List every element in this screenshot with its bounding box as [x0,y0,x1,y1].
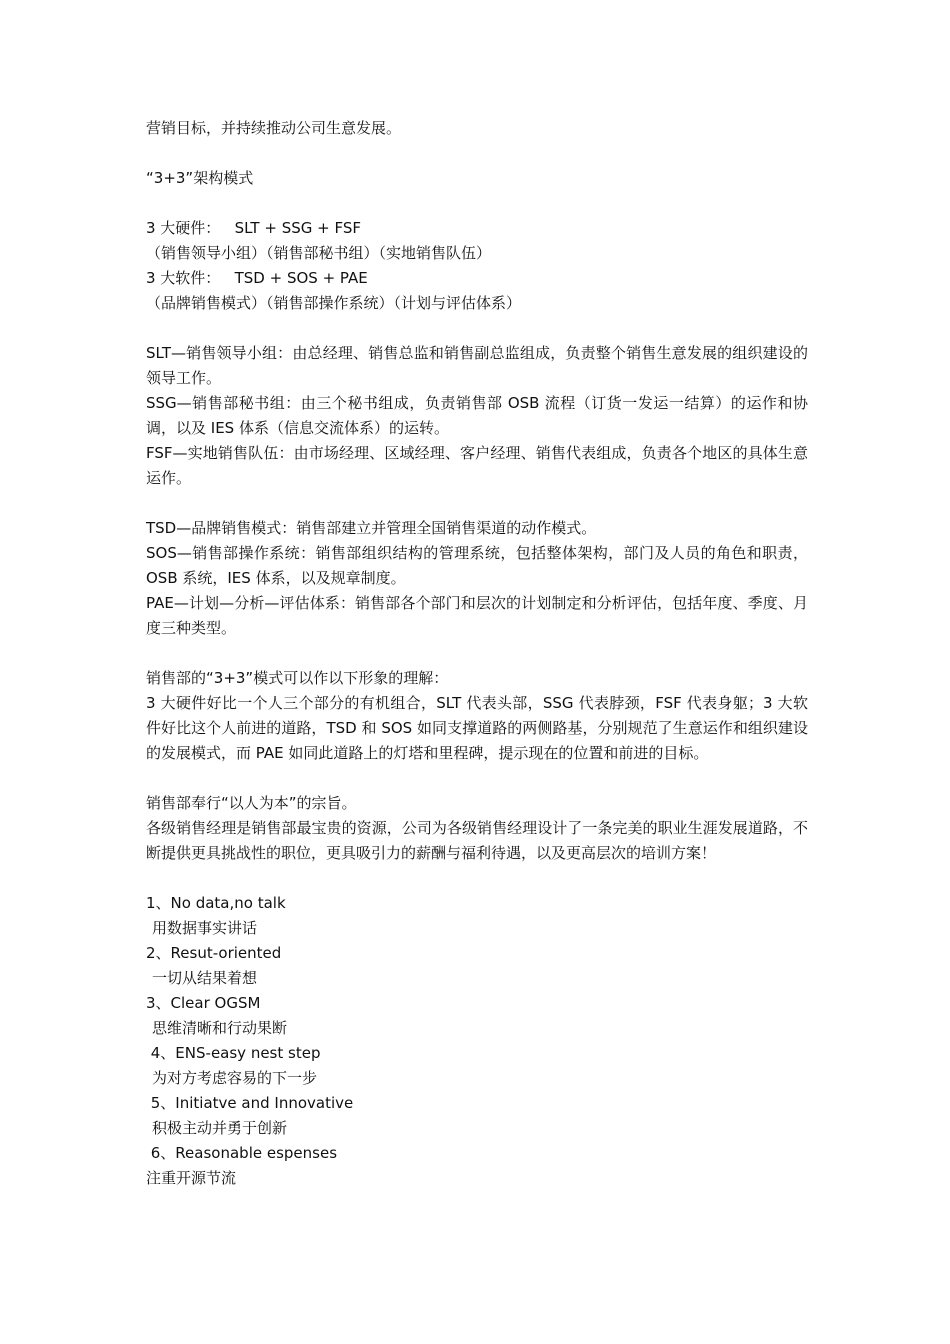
paragraph-managers: 各级销售经理是销售部最宝贵的资源，公司为各级销售经理设计了一条完美的职业生涯发展道路，不断提供更具挑战性的职位，更具吸引力的薪酬与福利待遇，以及更高层次的培训方案！ [146,819,808,862]
list-item-desc: 一切从结果着想 [152,969,258,987]
list-item-title: 1、No data,no talk [146,894,286,912]
values-list [146,891,808,1191]
spacer [146,866,808,891]
spacer [146,641,808,666]
spacer [146,766,808,791]
principle-line: 销售部奉行“以人为本”的宗旨。 [146,794,357,812]
list-item-title: 3、Clear OGSM [146,994,261,1012]
list-item-title: 4、ENS-easy nest step [146,1044,321,1062]
list-item-title: 2、Resut-oriented [146,944,282,962]
spacer [146,141,808,166]
paragraph-sos: SOS—销售部操作系统：销售部组织结构的管理系统，包括整体架构，部门及人员的角色和职责，OSB 系统，IES 体系，以及规章制度。 [146,544,808,587]
list-item-title: 6、Reasonable espenses [146,1144,338,1162]
software-line: 3 大软件： TSD + SOS + PAE [146,269,368,287]
list-item-title: 5、Initiatve and Innovative [146,1094,354,1112]
text-line: 营销目标，并持续推动公司生意发展。 [146,119,402,137]
list-item-desc: 注重开源节流 [146,1169,237,1187]
paragraph-pae: PAE—计划—分析—评估体系：销售部各个部门和层次的计划制定和分析评估，包括年度、季度、月度三种类型。 [146,594,808,637]
spacer [146,316,808,341]
paragraph-ssg: SSG—销售部秘书组：由三个秘书组成，负责销售部 OSB 流程（订货一发运一结算）的运作和协调，以及 IES 体系（信息交流体系）的运转。 [146,394,808,437]
paragraph-slt: SLT—销售领导小组：由总经理、销售总监和销售副总监组成，负责整个销售生意发展的组织建设的领导工作。 [146,344,808,387]
paragraph-tsd: TSD—品牌销售模式：销售部建立并管理全国销售渠道的动作模式。 [146,519,597,537]
spacer [146,491,808,516]
page-body [146,116,808,1191]
paragraph-fsf: FSF—实地销售队伍：由市场经理、区域经理、客户经理、销售代表组成，负责各个地区的具体生意运作。 [146,444,808,487]
software-desc-line: （品牌销售模式）（销售部操作系统）（计划与评估体系） [146,294,522,312]
list-item-desc: 用数据事实讲话 [152,919,258,937]
list-item-desc: 为对方考虑容易的下一步 [152,1069,318,1087]
hardware-line: 3 大硬件： SLT + SSG + FSF [146,219,361,237]
hardware-desc-line: （销售领导小组）（销售部秘书组）（实地销售队伍） [146,244,492,262]
list-item-desc: 积极主动并勇于创新 [152,1119,288,1137]
understanding-line: 销售部的“3+3”模式可以作以下形象的理解： [146,669,449,687]
spacer [146,191,808,216]
paragraph-metaphor: 3 大硬件好比一个人三个部分的有机组合，SLT 代表头部，SSG 代表脖颈，FSF 代表身躯；3 大软件好比这个人前进的道路，TSD 和 SOS 如同支撑道路的两侧路基，分别规范了生意运作和组织建设的发展模式，而 PAE 如同此道路上的灯塔和里程碑，提示现在的位置和前进的目标。 [146,694,808,762]
section-heading: “3+3”架构模式 [146,169,254,187]
list-item-desc: 思维清晰和行动果断 [152,1019,288,1037]
